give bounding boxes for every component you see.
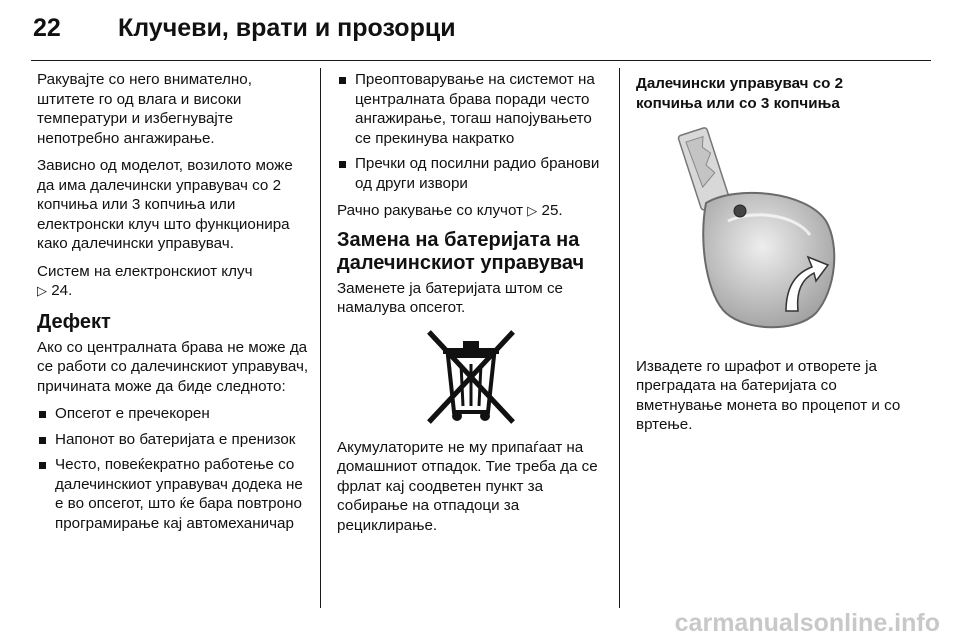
list-item: Опсегот е пречекорен	[37, 404, 312, 424]
crossed-bin-icon	[421, 326, 521, 426]
column-2	[337, 70, 605, 543]
column-divider-1	[320, 68, 321, 608]
column-3	[636, 70, 906, 443]
bullet-icon	[339, 77, 346, 84]
page-number: 22	[33, 14, 61, 42]
heading-battery-replacement: Замена на батеријата на далечинскиот управувач	[337, 228, 585, 274]
heading-remote-control: Далечински управувач со 2 копчиња или со 3 копчиња	[636, 75, 844, 112]
paragraph-handling: Ракувајте со него внимателно, штитете го од влага и високи температури и избегнувајте непотребно ангажирање.	[37, 71, 252, 147]
heading-defect: Дефект	[37, 310, 111, 333]
bullet-icon	[39, 437, 46, 444]
page-ref-icon: ▷	[527, 203, 538, 218]
list-item: Често, повеќекратно работење со далечинскиот управувач додека не е во опсегот, што ќе бара повтроно програмирање кај автомеханичар	[37, 455, 312, 533]
list-item: Пречки од посилни радио бранови од други извори	[337, 154, 605, 193]
paragraph-manual-operation: Рачно ракување со клучот ▷ 25.	[337, 202, 563, 219]
bullet-icon	[39, 411, 46, 418]
page-ref-icon: ▷	[37, 283, 47, 298]
list-item: Преоптоварување на системот на централната брава поради често ангажирање, тогаш напојувањето се прекинува накратко	[337, 70, 605, 148]
column-divider-2	[619, 68, 620, 608]
header-rule	[31, 60, 931, 61]
electronic-key-text: Систем на електронскиот клуч	[37, 262, 253, 280]
defect-list-continued	[337, 70, 605, 193]
paragraph-models: Зависно од моделот, возилото може да има далечински управувач со 2 копчиња или 3 копчиња или електронски клуч што функционира како далечински управувач.	[37, 157, 293, 252]
paragraph-replace: Заменете ја батеријата штом се намалува опсегот.	[337, 279, 564, 316]
defect-list	[37, 404, 312, 533]
paragraph-instruction: Извадете го шрафот и отворете ја преградата на батеријата со вметнување монета во процепот и со вртење.	[636, 357, 901, 433]
column-1	[37, 70, 312, 541]
manual-operation-ref[interactable]: 25.	[541, 202, 563, 219]
watermark: carmanualsonline.info	[674, 609, 940, 637]
paragraph-electronic-key	[37, 262, 312, 301]
bullet-icon	[339, 161, 346, 168]
electronic-key-ref[interactable]: 24.	[51, 282, 73, 299]
bullet-icon	[39, 462, 46, 469]
page-title: Клучеви, врати и прозорци	[118, 14, 456, 42]
paragraph-defect-cause: Ако со централната брава не може да се работи со далечинскиот управувач, причината може да биде следното:	[37, 338, 309, 395]
paragraph-disposal: Акумулаторите не му припаѓаат на домашниот отпадок. Тие треба да се фрлат кај соодветен пункт за собирање на отпадоци за рециклирање.	[337, 438, 598, 534]
key-fob-icon	[636, 125, 898, 337]
list-item: Напонот во батеријата е пренизок	[37, 430, 312, 450]
